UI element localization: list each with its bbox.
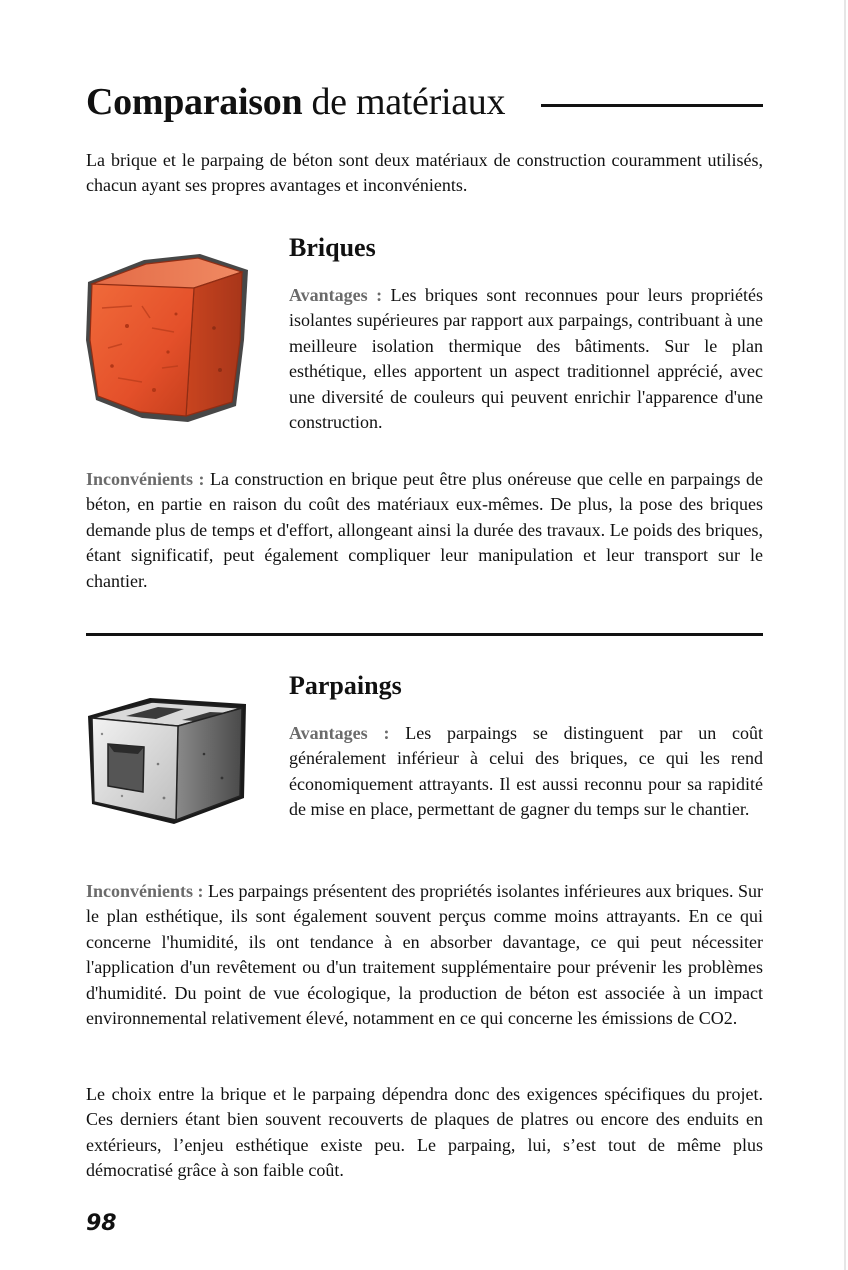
page-number: 98 — [86, 1211, 117, 1236]
concrete-block-image — [86, 694, 248, 828]
bricks-pros — [289, 283, 763, 435]
bricks-pros-label: Avantages : — [289, 285, 383, 305]
title-row — [86, 80, 763, 124]
blocks-cons — [86, 879, 763, 1031]
blocks-pros-label: Avantages : — [289, 723, 390, 743]
section-divider — [86, 633, 763, 636]
bricks-heading: Briques — [289, 233, 376, 262]
blocks-pros-text: Les parpaings se distinguent par un coût généralement inférieur à celui des briques, ce qui les rend économiquement attrayants. Il est aussi reconnu pour sa rapidité de mise en place, permettant de gagner du temps sur le chantier. — [289, 723, 764, 820]
intro-paragraph: La brique et le parpaing de béton sont deux matériaux de construction couramment utilisés, chacun ayant ses propres avantages et inconvénients. — [86, 150, 763, 196]
blocks-pros — [289, 721, 763, 823]
bricks-cons-label: Inconvénients : — [86, 469, 205, 489]
bricks-cons — [86, 467, 763, 594]
conclusion-paragraph: Le choix entre la brique et le parpaing dépendra donc des exigences spécifiques du projet. Ces derniers étant bien souvent recouverts de plaques de platres ou encore des enduits en extérieurs, l’enjeu esthétique existe peu. Le parpaing, lui, s’est tout de même plus démocratisé grâce à son faible coût. — [86, 1084, 763, 1181]
page-title-bold: Comparaison — [86, 81, 303, 123]
blocks-cons-text: Les parpaings présentent des propriétés isolantes inférieures aux briques. Sur le plan esthétique, ils sont également souvent perçus comme moins attrayants. En ce qui concerne l'humidité, ils ont tendance à en absorber davantage, ce qui peut nécessiter l'application d'un revêtement ou d'un traitement supplémentaire pour prévenir les problèmes d'humidité. Du point de vue écologique, la production de béton est associée à un impact environnemental relativement élevé, notamment en ce qui concerne les émissions de CO2. — [86, 881, 763, 1029]
page-title — [86, 80, 505, 124]
bricks-pros-text: Les briques sont reconnues pour leurs propriétés isolantes supérieures par rapport aux parpaings, contribuant à une meilleure isolation thermique des bâtiments. Sur le plan esthétique, elles apportent un aspect traditionnel apprécié, avec une diversité de couleurs qui peuvent enrichir l'apparence d'une construction. — [289, 285, 763, 433]
page-title-rest: de matériaux — [302, 81, 506, 123]
blocks-heading: Parpaings — [289, 671, 402, 700]
bricks-cons-text: La construction en brique peut être plus onéreuse que celle en parpaings de béton, en partie en raison du coût des matériaux eux-mêmes. De plus, la pose des briques demande plus de temps et d'effort, allongeant ainsi la durée des travaux. Le poids des briques, étant significatif, peut également compliquer leur manipulation et leur transport sur le chantier. — [86, 469, 763, 591]
title-rule — [541, 104, 763, 107]
brick-image — [82, 248, 252, 428]
blocks-cons-label: Inconvénients : — [86, 881, 204, 901]
